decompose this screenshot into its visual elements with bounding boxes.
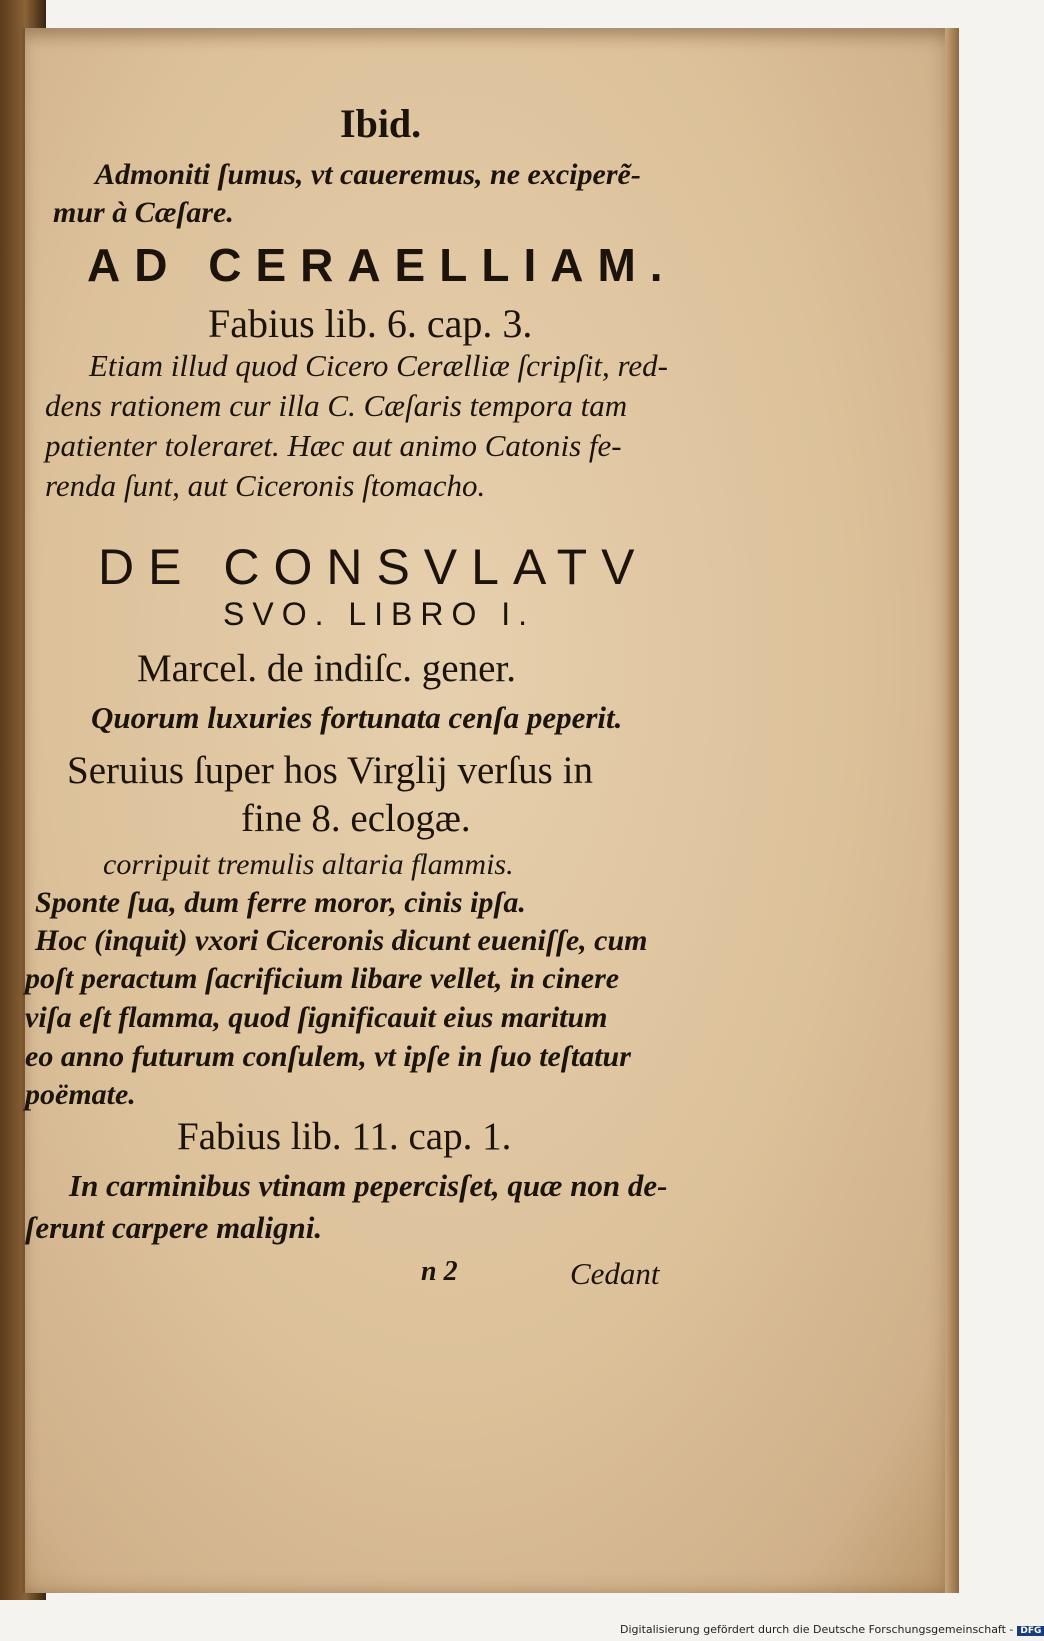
section-1-title: AD CERAELLIAM.	[87, 239, 677, 291]
dfg-logo: DFG	[1017, 1626, 1044, 1636]
section-3-reference-line-1: Seruius ſuper hos Virglij verſus in	[67, 749, 593, 792]
paragraph-3: Quorum luxuries fortunata cenſa peperit.	[91, 700, 623, 735]
paragraph-4-line-2: Sponte ſua, dum ferre moror, cinis ipſa.	[35, 886, 526, 919]
paragraph-2-line-2: dens rationem cur illa C. Cæſaris tempora tam	[45, 388, 628, 423]
paragraph-1-line-2: mur à Cæſare.	[53, 196, 234, 229]
section-2-subtitle: SVO. LIBRO I.	[223, 596, 536, 632]
book-page	[22, 28, 959, 1593]
page-fold-shadow	[945, 28, 959, 1593]
section-2-reference: Marcel. de indiſc. gener.	[137, 647, 517, 690]
paragraph-5-line-1: In carminibus vtinam pepercisſet, quæ non de-	[69, 1168, 668, 1203]
section-4-reference: Fabius lib. 11. cap. 1.	[177, 1115, 512, 1158]
paragraph-4-line-5: viſa eſt flamma, quod ſignificauit eius maritum	[25, 1001, 608, 1034]
paragraph-1-line-1: Admoniti ſumus, vt caueremus, ne exciperẽ-	[95, 158, 641, 191]
section-1-reference: Fabius lib. 6. cap. 3.	[208, 301, 533, 346]
paragraph-4-line-1: corripuit tremulis altaria flammis.	[103, 848, 514, 881]
catchword: Cedant	[570, 1256, 660, 1291]
page-heading: Ibid.	[340, 101, 422, 146]
paragraph-4-line-4: poſt peractum ſacrificium libare vellet, in cinere	[25, 962, 620, 995]
digitization-credit	[620, 1623, 1044, 1636]
digitization-credit-text: Digitalisierung gefördert durch die Deutsche Forschungsgemeinschaft -	[620, 1623, 1014, 1636]
paragraph-2-line-1: Etiam illud quod Cicero Cerælliæ ſcripſit, red-	[89, 348, 668, 383]
section-2-title: DE CONSVLATV	[98, 539, 649, 595]
paragraph-4-line-3: Hoc (inquit) vxori Ciceronis dicunt eueniſſe, cum	[35, 924, 648, 957]
paragraph-4-line-6: eo anno futurum conſulem, vt ipſe in ſuo teſtatur	[25, 1040, 631, 1073]
paragraph-4-line-7: poëmate.	[25, 1078, 136, 1111]
signature-mark: n 2	[421, 1256, 458, 1287]
paragraph-2-line-4: renda ſunt, aut Ciceronis ſtomacho.	[45, 468, 486, 503]
paragraph-5-line-2: ſerunt carpere maligni.	[25, 1210, 323, 1245]
paragraph-2-line-3: patienter toleraret. Hæc aut animo Catonis fe-	[45, 428, 622, 463]
section-3-reference-line-2: fine 8. eclogæ.	[241, 797, 471, 840]
